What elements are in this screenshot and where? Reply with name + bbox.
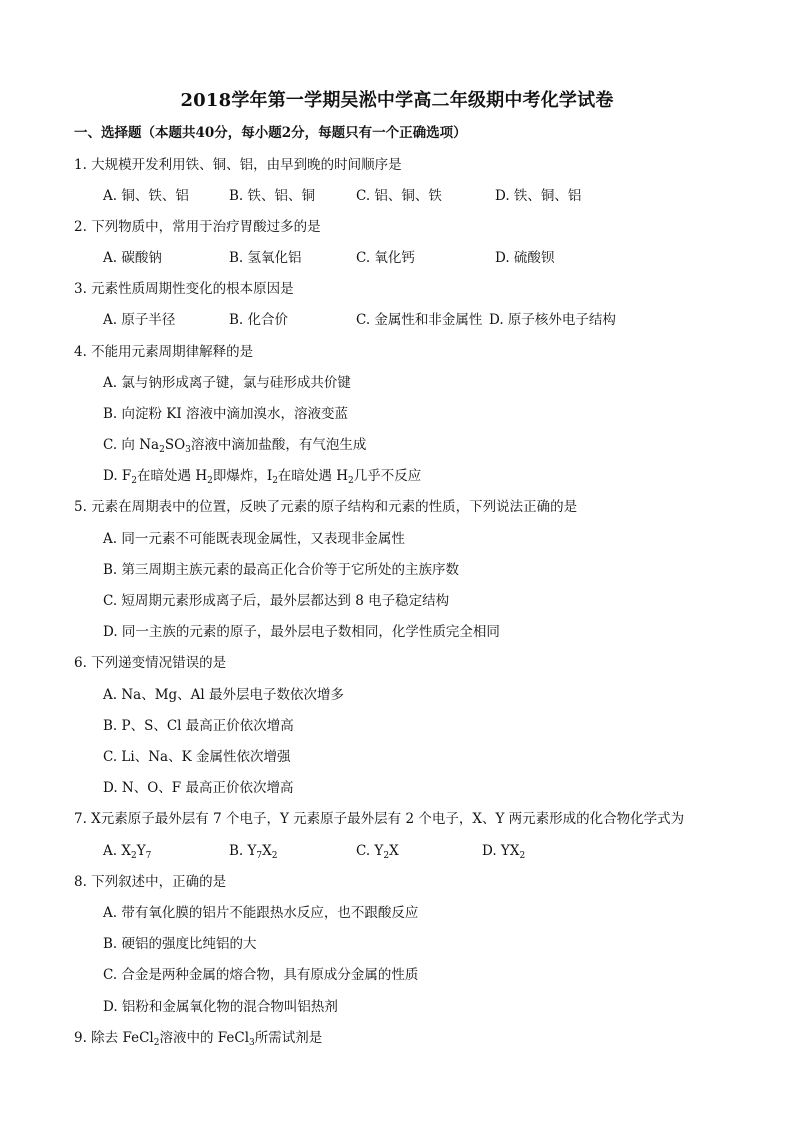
- q6-option-c: C. Li、Na、K 金属性依次增强: [103, 749, 291, 765]
- q4-option-b: B. 向淀粉 KI 溶液中滴加溴水，溶液变蓝: [103, 406, 349, 422]
- q4-option-c: C. 向 $Na_2SO_3$溶液中滴加盐酸，有气泡生成: [103, 437, 367, 455]
- q3-option-d: D. 原子核外电子结构: [489, 312, 616, 328]
- q6-option-d: D. N、O、F 最高正价依次增高: [103, 780, 294, 796]
- q1-option-d: D. 铁、铜、铝: [495, 188, 582, 204]
- q2-option-d: D. 硫酸钡: [495, 250, 555, 266]
- q6-option-b: B. P、S、Cl 最高正价依次增高: [103, 718, 294, 734]
- question-9-stem: 9. 除去 FeCl$_2$溶液中的 FeCl$_3$所需试剂是: [74, 1030, 323, 1048]
- question-8-stem: 8. 下列叙述中，正确的是: [74, 874, 227, 890]
- question-7-stem: 7. X元素原子最外层有 7 个电子，Y 元素原子最外层有 2 个电子，X、Y 两元素形成的化合物化学式为: [74, 811, 685, 827]
- q2-option-b: B. 氢氧化铝: [229, 250, 302, 266]
- q7-option-c: C. $Y_2X$: [356, 843, 399, 861]
- q4-option-a: A. 氯与钠形成离子键，氯与硅形成共价键: [103, 375, 351, 391]
- question-5-stem: 5. 元素在周期表中的位置，反映了元素的原子结构和元素的性质，下列说法正确的是: [74, 499, 578, 515]
- section-heading-choice: 一、选择题（本题共40分，每小题2分，每题只有一个正确选项）: [74, 125, 467, 141]
- q5-option-a: A. 同一元素不可能既表现金属性，又表现非金属性: [103, 531, 405, 547]
- q2-option-c: C. 氧化钙: [356, 250, 415, 266]
- q5-option-b: B. 第三周期主族元素的最高正化合价等于它所处的主族序数: [103, 562, 460, 578]
- q8-option-d: D. 铝粉和金属氧化物的混合物叫铝热剂: [103, 999, 338, 1015]
- question-2-stem: 2. 下列物质中，常用于治疗胃酸过多的是: [74, 219, 321, 235]
- q3-option-b: B. 化合价: [229, 312, 289, 328]
- q1-option-b: B. 铁、铝、铜: [229, 188, 316, 204]
- q2-option-a: A. 碳酸钠: [103, 250, 162, 266]
- q4-option-d: D. $F_2$在暗处遇 $H_2$即爆炸，$I_2$在暗处遇 $H_2$几乎不反应: [103, 468, 422, 486]
- q5-option-c: C. 短周期元素形成离子后，最外层都达到 8 电子稳定结构: [103, 593, 450, 609]
- question-4-stem: 4. 不能用元素周期律解释的是: [74, 344, 254, 360]
- q3-option-c: C. 金属性和非金属性: [356, 312, 483, 328]
- q1-option-a: A. 铜、铁、铝: [103, 188, 189, 204]
- question-6-stem: 6. 下列递变情况错误的是: [74, 655, 227, 671]
- q1-option-c: C. 铝、铜、铁: [356, 188, 442, 204]
- q8-option-a: A. 带有氧化膜的铝片不能跟热水反应，也不跟酸反应: [103, 905, 419, 921]
- question-3-stem: 3. 元素性质周期性变化的根本原因是: [74, 281, 294, 297]
- exam-title: 2018学年第一学期吴淞中学高二年级期中考化学试卷: [180, 90, 614, 111]
- q7-option-b: B. $Y_7X_2$: [229, 843, 278, 861]
- q8-option-b: B. 硬铝的强度比纯铝的大: [103, 936, 257, 952]
- q8-option-c: C. 合金是两种金属的熔合物，具有原成分金属的性质: [103, 967, 419, 983]
- q7-option-d: D. $YX_2$: [482, 843, 526, 861]
- q5-option-d: D. 同一主族的元素的原子，最外层电子数相同，化学性质完全相同: [103, 624, 500, 640]
- q3-option-a: A. 原子半径: [103, 312, 176, 328]
- question-1-stem: 1. 大规模开发利用铁、铜、铝，由早到晚的时间顺序是: [74, 157, 402, 173]
- q7-option-a: A. $X_2Y_7$: [103, 843, 152, 861]
- q6-option-a: A. Na、Mg、Al 最外层电子数依次增多: [103, 687, 345, 703]
